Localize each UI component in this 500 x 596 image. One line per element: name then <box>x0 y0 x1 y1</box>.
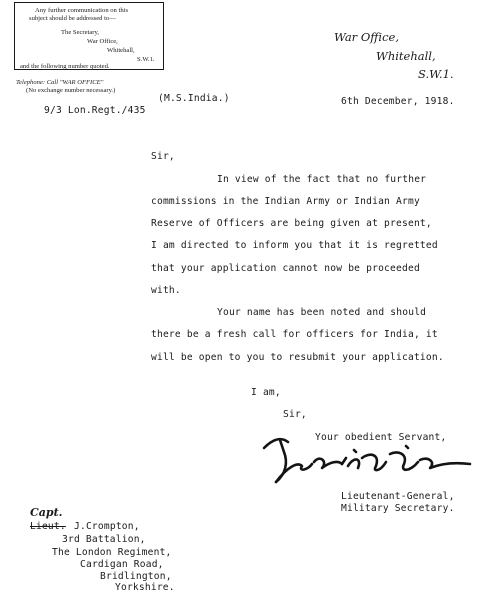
handwritten-signature <box>258 432 478 492</box>
recipient-line-6: Yorkshire. <box>115 582 175 593</box>
body-line: will be open to you to resubmit your application. <box>151 352 444 363</box>
body-line: there be a fresh call for officers for India, it <box>151 329 438 340</box>
salutation: Sir, <box>151 151 175 162</box>
letter-date: 6th December, 1918. <box>341 96 455 107</box>
body-line: I am directed to inform you that it is regretted <box>151 240 438 251</box>
box-line-2: subject should be addressed to— <box>29 15 116 22</box>
address-line-2: Whitehall, <box>376 49 436 63</box>
box-line-3: The Secretary, <box>61 29 100 36</box>
body-line: Your name has been noted and should <box>217 307 427 318</box>
closing-servant: Your obedient Servant, <box>315 432 447 443</box>
box-line-5: Whitehall, <box>107 47 135 54</box>
address-instruction-box <box>14 2 164 70</box>
body-line: commissions in the Indian Army or Indian Army <box>151 196 420 207</box>
address-line-3: S.W.1. <box>418 67 454 81</box>
recipient-line-2: 3rd Battalion, <box>62 534 146 545</box>
signatory-title-2: Military Secretary. <box>341 503 455 514</box>
recipient-line-3: The London Regiment, <box>52 547 172 558</box>
recipient-rank-handwritten: Capt. <box>30 506 63 519</box>
recipient-name: J.Crompton, <box>74 521 140 532</box>
recipient-line-4: Cardigan Road, <box>80 559 164 570</box>
signatory-title-1: Lieutenant-General, <box>341 491 455 502</box>
reference-number: 9/3 Lon.Regt./435 <box>44 105 146 116</box>
body-line: that your application cannot now be proceeded <box>151 263 420 274</box>
telephone-line-1: Telephone: Call "WAR OFFICE" <box>16 79 104 86</box>
body-line: In view of the fact that no further <box>217 174 427 185</box>
address-line-1: War Office, <box>334 30 399 44</box>
recipient-rank-struck: Lieut. <box>30 521 66 532</box>
body-line: Reserve of Officers are being given at present, <box>151 218 432 229</box>
closing-i-am: I am, <box>251 387 281 398</box>
box-line-6: S.W.1. <box>137 56 155 63</box>
body-line: with. <box>151 285 181 296</box>
telephone-line-2: (No exchange number necessary.) <box>26 87 116 94</box>
quote-instruction: and the following number quoted. <box>20 63 110 70</box>
reference-note: (M.S.India.) <box>158 93 230 104</box>
recipient-line-5: Bridlington, <box>100 571 172 582</box>
box-line-4: War Office, <box>87 38 118 45</box>
closing-sir: Sir, <box>283 409 307 420</box>
box-line-1: Any further communication on this <box>35 7 129 14</box>
